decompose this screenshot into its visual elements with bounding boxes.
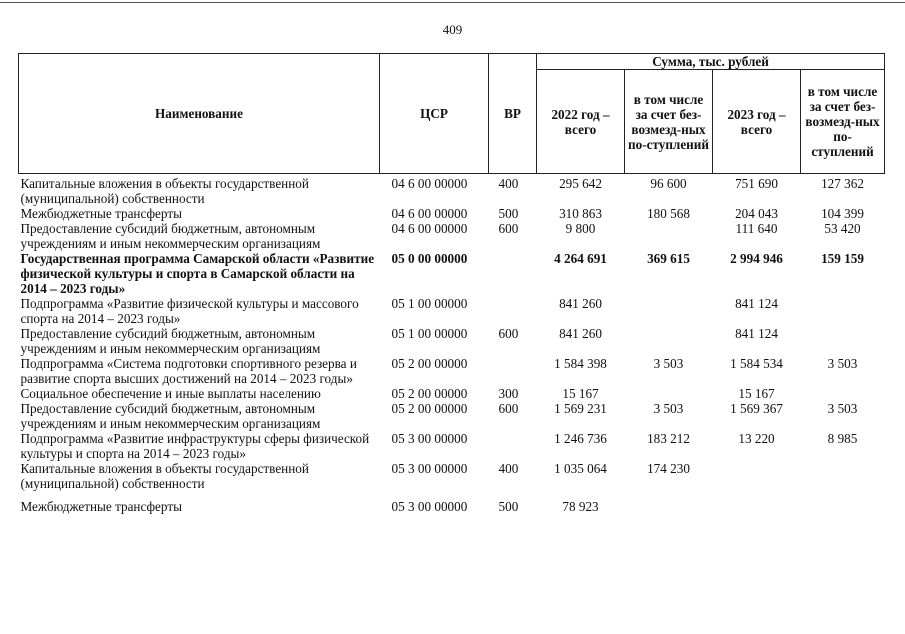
row-name: Межбюджетные трансферты — [20, 499, 182, 514]
row-2022-free: 174 230 — [647, 461, 690, 476]
row-csr: 05 3 00 00000 — [391, 431, 468, 446]
row-2022-total: 4 264 691 — [554, 251, 607, 266]
row-2023-free — [801, 296, 885, 326]
row-csr: 05 3 00 00000 — [391, 499, 468, 514]
table-row — [19, 296, 885, 326]
table-row — [19, 491, 885, 514]
row-2023-free — [801, 386, 885, 401]
row-name: Подпрограмма «Развитие физической культуры и массового спорта на 2014 – 2023 годы» — [20, 296, 359, 326]
row-2022-total: 295 642 — [559, 176, 602, 191]
row-vr: 400 — [498, 176, 519, 191]
row-csr: 05 2 00 00000 — [391, 356, 468, 371]
row-csr: 04 6 00 00000 — [391, 176, 468, 191]
row-csr: 05 1 00 00000 — [391, 326, 468, 341]
row-2023-free: 3 503 — [827, 356, 858, 371]
row-2023-total: 13 220 — [738, 431, 775, 446]
row-2023-total: 751 690 — [735, 176, 778, 191]
row-2023-total — [713, 461, 801, 491]
header-name: Наименование — [19, 54, 380, 174]
header-2022-total: 2022 год – всего — [537, 70, 625, 174]
row-csr: 05 0 00 00000 — [391, 251, 468, 266]
row-2022-free: 96 600 — [650, 176, 687, 191]
row-2023-free: 159 159 — [821, 251, 864, 266]
row-2023-free: 3 503 — [827, 401, 858, 416]
row-2022-total: 1 584 398 — [554, 356, 607, 371]
header-csr: ЦСР — [380, 54, 489, 174]
row-2022-free: 3 503 — [653, 356, 684, 371]
row-vr — [489, 251, 537, 296]
table-row — [19, 206, 885, 221]
row-2022-total: 1 246 736 — [554, 431, 607, 446]
row-2023-free — [801, 461, 885, 491]
row-2023-total — [713, 491, 801, 514]
row-vr — [489, 431, 537, 461]
row-name: Государственная программа Самарской области «Развитие физической культуры и спорта в Самарской области на 2014 – 2023 годы» — [20, 251, 375, 296]
row-2023-free: 104 399 — [821, 206, 864, 221]
row-vr: 300 — [498, 386, 519, 401]
budget-table — [18, 53, 885, 514]
table-body — [19, 174, 885, 515]
row-2023-total: 204 043 — [735, 206, 778, 221]
table-row — [19, 174, 885, 207]
header-sum-group: Сумма, тыс. рублей — [537, 54, 885, 70]
top-rule — [0, 2, 905, 3]
row-vr — [489, 296, 537, 326]
row-2022-total: 1 035 064 — [554, 461, 607, 476]
page-number: 409 — [442, 22, 463, 37]
row-2022-total: 310 863 — [559, 206, 602, 221]
row-name: Подпрограмма «Развитие инфраструктуры сферы физической культуры и спорта на 2014 – 2023 годы» — [20, 431, 370, 461]
row-2023-free: 8 985 — [827, 431, 858, 446]
table-row — [19, 401, 885, 431]
row-2023-free — [801, 326, 885, 356]
row-2023-total: 841 124 — [735, 296, 778, 311]
row-vr: 600 — [498, 401, 519, 416]
row-2022-free — [625, 491, 713, 514]
row-name: Предоставление субсидий бюджетным, автономным учреждениям и иным некоммерческим организациям — [20, 401, 321, 431]
row-2022-total: 841 260 — [559, 326, 602, 341]
header-2023-free: в том числе за счет без-возмезд-ных по-ступлений — [801, 70, 885, 174]
row-2022-total: 841 260 — [559, 296, 602, 311]
table-header — [19, 54, 885, 174]
table-row — [19, 221, 885, 251]
row-vr: 500 — [498, 499, 519, 514]
table-row — [19, 386, 885, 401]
row-2023-total: 15 167 — [738, 386, 775, 401]
row-name: Социальное обеспечение и иные выплаты населению — [20, 386, 321, 401]
row-csr: 05 3 00 00000 — [391, 461, 468, 476]
row-name: Предоставление субсидий бюджетным, автономным учреждениям и иным некоммерческим организациям — [20, 326, 321, 356]
row-name: Капитальные вложения в объекты государственной (муниципальной) собственности — [20, 461, 309, 491]
row-name: Предоставление субсидий бюджетным, автономным учреждениям и иным некоммерческим организациям — [20, 221, 321, 251]
row-2022-free — [625, 221, 713, 251]
row-name: Капитальные вложения в объекты государственной (муниципальной) собственности — [20, 176, 309, 206]
row-2022-total: 9 800 — [565, 221, 596, 236]
row-name: Подпрограмма «Система подготовки спортивного резерва и развитие спорта высших достижений на 2014 – 2023 годы» — [20, 356, 357, 386]
row-2023-total: 1 584 534 — [730, 356, 783, 371]
table-row — [19, 326, 885, 356]
row-2022-free: 180 568 — [647, 206, 690, 221]
row-csr: 05 2 00 00000 — [391, 401, 468, 416]
row-csr: 05 2 00 00000 — [391, 386, 468, 401]
row-2023-free — [801, 491, 885, 514]
header-vr: ВР — [489, 54, 537, 174]
row-2023-free: 53 420 — [824, 221, 861, 236]
row-2023-total: 841 124 — [735, 326, 778, 341]
row-2022-total: 15 167 — [562, 386, 599, 401]
row-2022-free — [625, 386, 713, 401]
row-2022-free: 3 503 — [653, 401, 684, 416]
header-2022-free: в том числе за счет без-возмезд-ных по-ступлений — [625, 70, 713, 174]
row-csr: 04 6 00 00000 — [391, 206, 468, 221]
row-2023-free: 127 362 — [821, 176, 864, 191]
row-2022-free — [625, 296, 713, 326]
row-vr: 600 — [498, 326, 519, 341]
row-vr: 400 — [498, 461, 519, 476]
table-row — [19, 251, 885, 296]
row-2023-total: 111 640 — [735, 221, 778, 236]
row-csr: 05 1 00 00000 — [391, 296, 468, 311]
row-2022-free — [625, 326, 713, 356]
header-2023-total: 2023 год – всего — [713, 70, 801, 174]
row-csr: 04 6 00 00000 — [391, 221, 468, 236]
row-name: Межбюджетные трансферты — [20, 206, 182, 221]
table-row — [19, 461, 885, 491]
row-vr: 500 — [498, 206, 519, 221]
row-2023-total: 1 569 367 — [730, 401, 783, 416]
table-row — [19, 356, 885, 386]
row-vr: 600 — [498, 221, 519, 236]
row-2022-free: 183 212 — [647, 431, 690, 446]
row-vr — [489, 356, 537, 386]
table-row — [19, 431, 885, 461]
row-2022-free: 369 615 — [647, 251, 690, 266]
row-2022-total: 78 923 — [562, 499, 599, 514]
row-2023-total: 2 994 946 — [730, 251, 783, 266]
row-2022-total: 1 569 231 — [554, 401, 607, 416]
